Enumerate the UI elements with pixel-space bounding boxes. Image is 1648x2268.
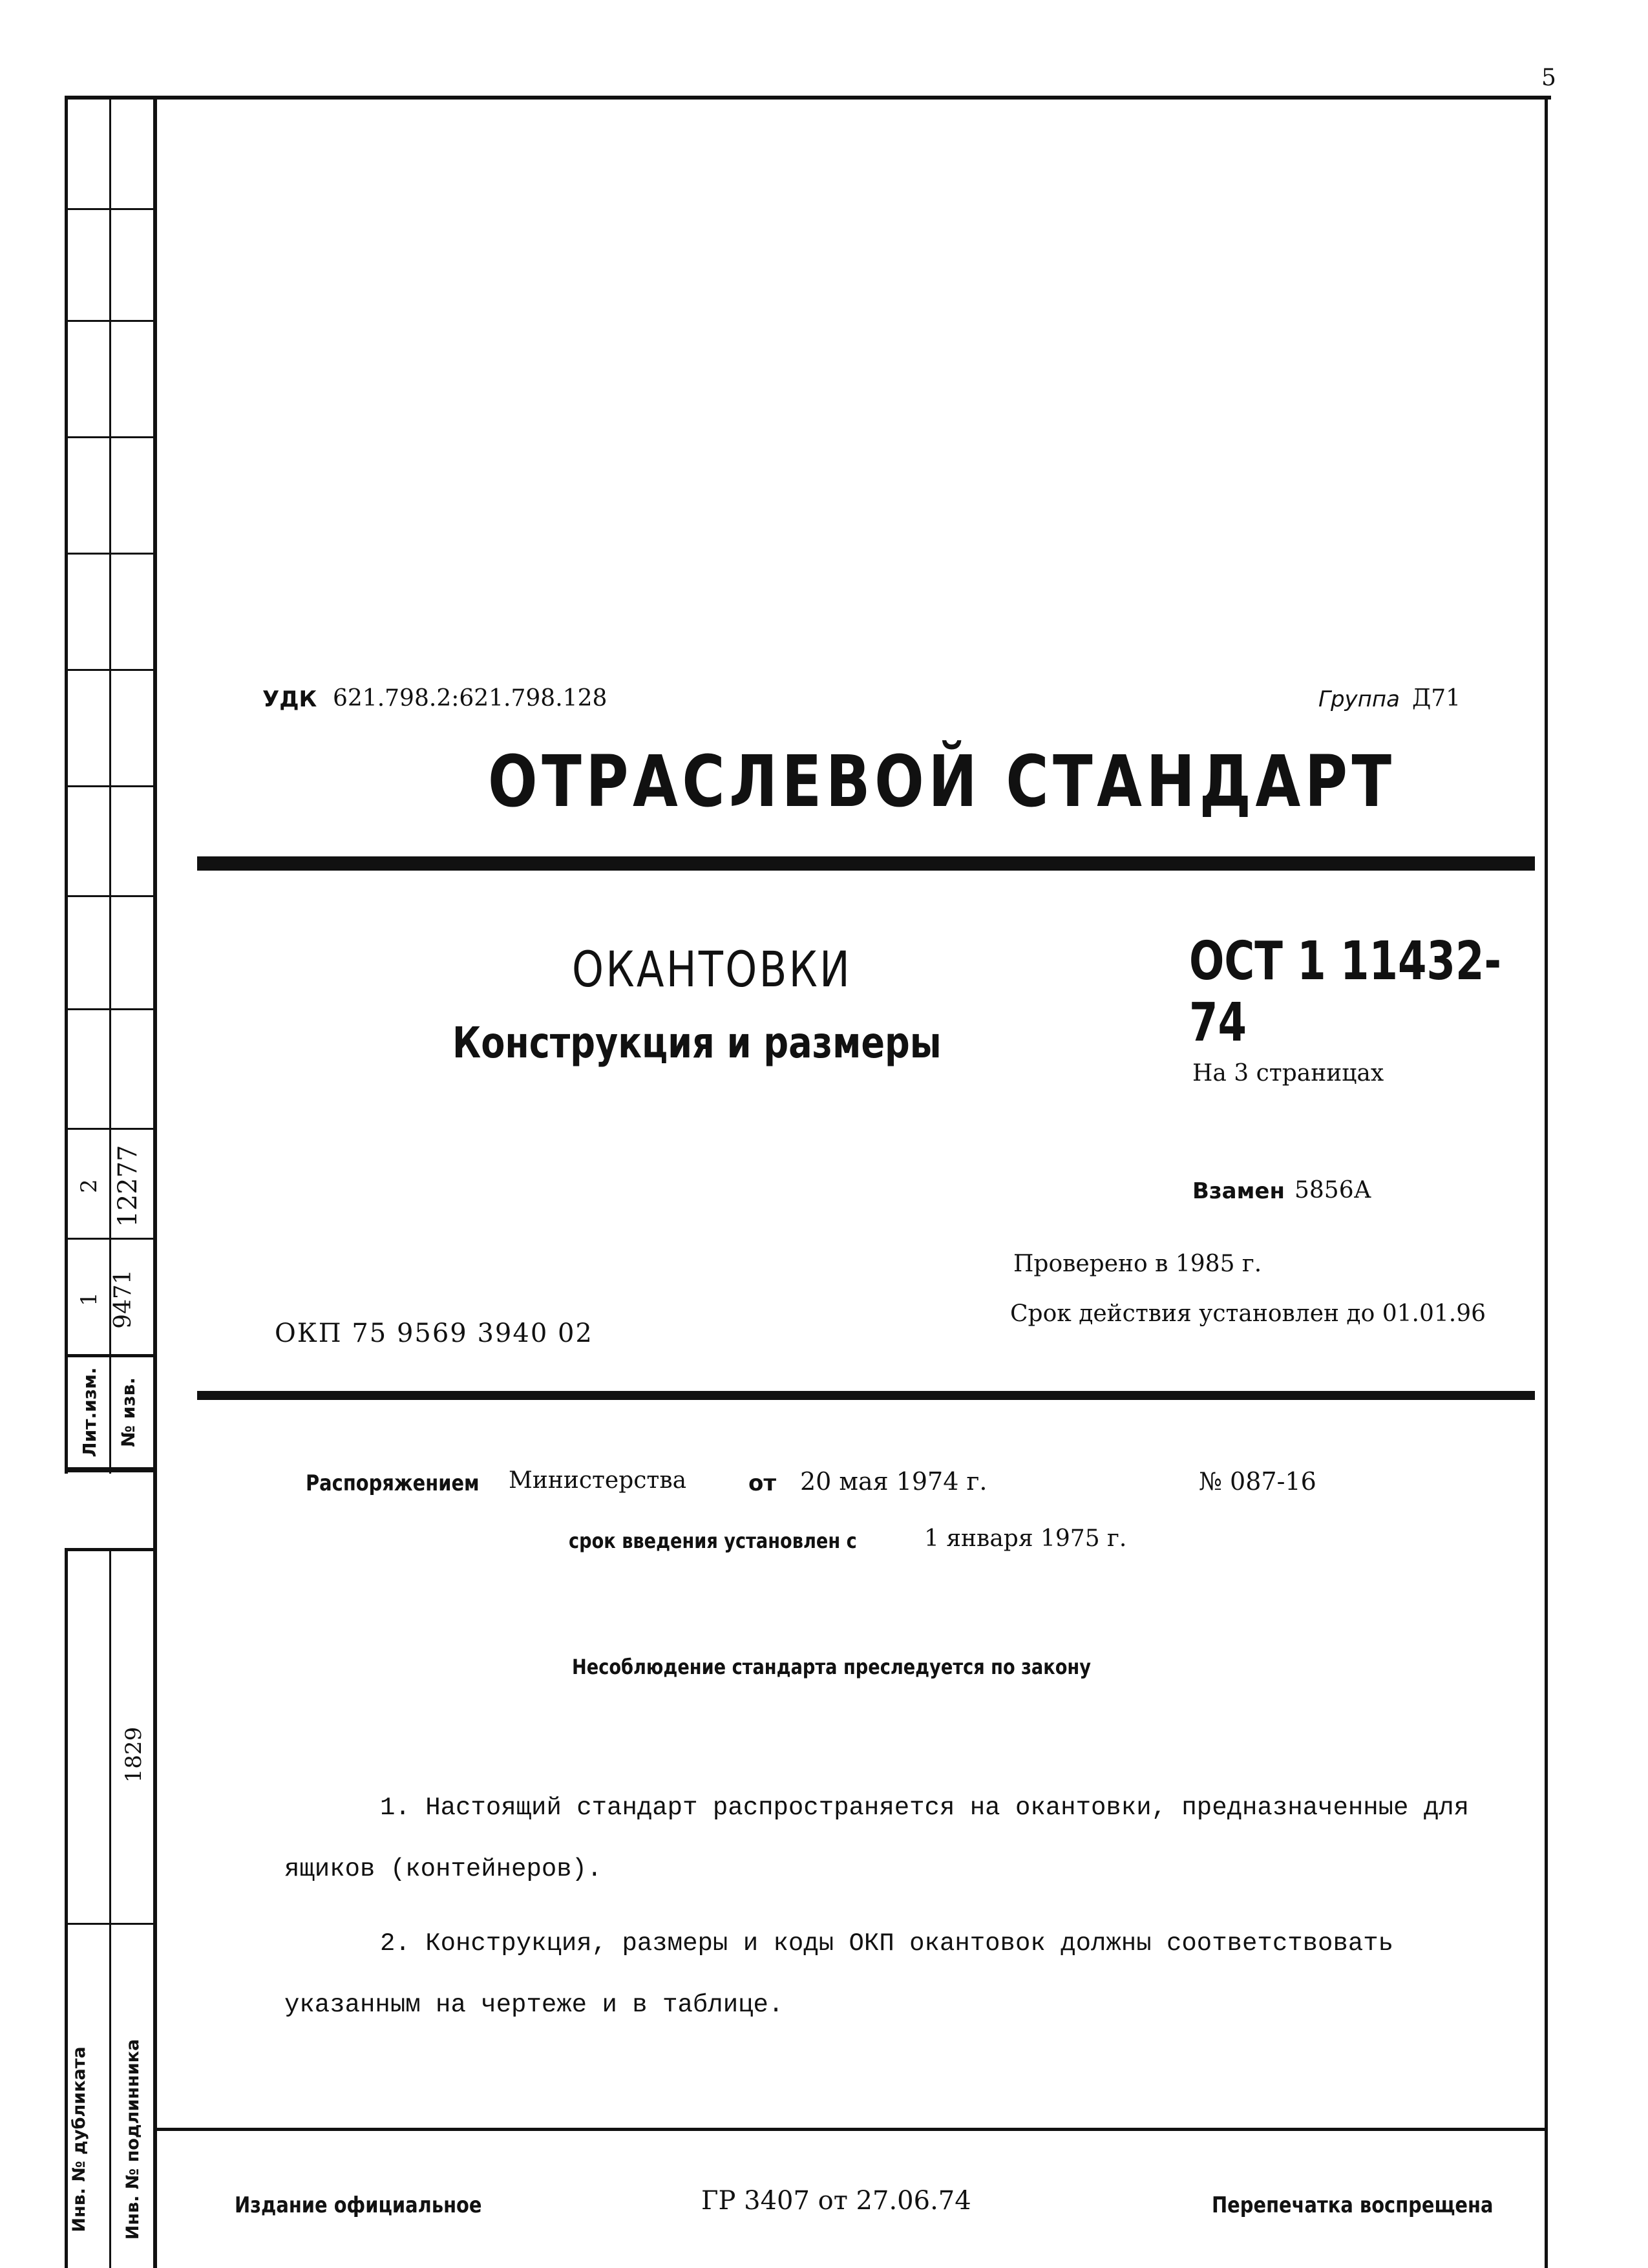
subject-subtitle: Конструкция и размеры bbox=[452, 1018, 942, 1068]
standard-code: ОСТ 1 11432-74 bbox=[1189, 931, 1502, 1054]
side-orig-value: 1829 bbox=[121, 1726, 147, 1783]
footer-registration: ГР 3407 от 27.06.74 bbox=[701, 2186, 971, 2216]
order-ministry: Министерства bbox=[509, 1467, 687, 1494]
side-orig-label: Инв. № подлинника bbox=[123, 2039, 143, 2240]
validity-note: Срок действия установлен до 01.01.96 bbox=[1010, 1300, 1486, 1327]
checked-note: Проверено в 1985 г. bbox=[1013, 1251, 1262, 1277]
pages-count: На 3 страницах bbox=[1192, 1060, 1384, 1086]
side-izv-12277: 12277 bbox=[113, 1145, 143, 1227]
order-number: № 087-16 bbox=[1199, 1467, 1316, 1496]
group-label: Группа bbox=[1318, 686, 1400, 712]
udk-value: 621.798.2:621.798.128 bbox=[333, 685, 607, 712]
paragraph-1-line-2: ящиков (контейнеров). bbox=[284, 1855, 602, 1883]
side-lit-izm-label: Лит.изм. bbox=[79, 1367, 100, 1457]
title-rule bbox=[197, 856, 1535, 871]
replaces-value: 5856А bbox=[1294, 1177, 1371, 1203]
intro-label: срок введения установлен с bbox=[569, 1529, 857, 1553]
side-izv-9471: 9471 bbox=[110, 1269, 136, 1329]
frame-left-inner bbox=[153, 96, 157, 2268]
frame-footer-top bbox=[153, 2128, 1548, 2131]
paragraph-2-line-2: указанным на чертеже и в таблице. bbox=[284, 1991, 784, 2019]
side-no-izv-label: № изв. bbox=[118, 1377, 139, 1447]
document-title: ОТРАСЛЕВОЙ СТАНДАРТ bbox=[488, 740, 1396, 823]
page-number: 5 bbox=[1541, 65, 1556, 91]
footer-official-edition: Издание официальное bbox=[235, 2192, 482, 2218]
order-label: Распоряжением bbox=[306, 1470, 480, 1496]
order-date: 20 мая 1974 г. bbox=[800, 1467, 988, 1496]
law-warning: Несоблюдение стандарта преследуется по закону bbox=[572, 1655, 1091, 1679]
subject-name: ОКАНТОВКИ bbox=[572, 940, 852, 998]
frame-top bbox=[65, 96, 1551, 100]
side-lit-1: 1 bbox=[76, 1292, 102, 1306]
side-dup-label: Инв. № дубликата bbox=[69, 2046, 89, 2232]
paragraph-2-line-1: 2. Конструкция, размеры и коды ОКП окантовок должны соответствовать bbox=[380, 1929, 1394, 1958]
udk-label: УДК bbox=[262, 686, 317, 712]
okp-code: ОКП 75 9569 3940 02 bbox=[275, 1319, 593, 1348]
replaces-label: Взамен bbox=[1192, 1178, 1285, 1204]
subject-rule bbox=[197, 1391, 1535, 1400]
side-lit-2: 2 bbox=[76, 1179, 102, 1193]
paragraph-1-line-1: 1. Настоящий стандарт распространяется на окантовки, предназначенные для bbox=[380, 1794, 1470, 1822]
frame-right bbox=[1545, 96, 1548, 2268]
group-value: Д71 bbox=[1412, 685, 1461, 712]
footer-reprint-prohibited: Перепечатка воспрещена bbox=[1212, 2192, 1494, 2218]
intro-date: 1 января 1975 г. bbox=[924, 1525, 1127, 1552]
order-from-label: от bbox=[748, 1470, 777, 1496]
